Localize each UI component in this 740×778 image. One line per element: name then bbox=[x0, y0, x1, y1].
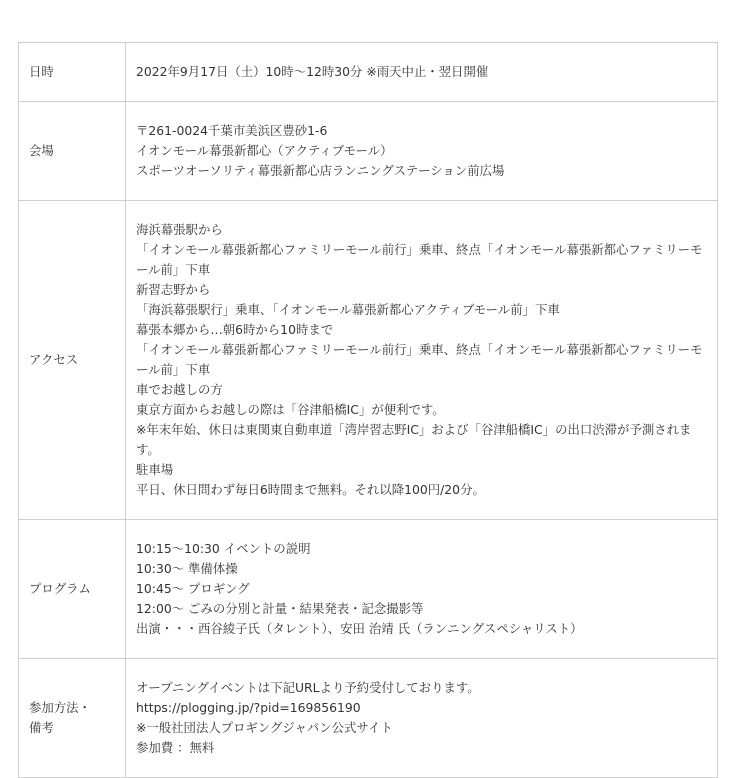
row-value-access bbox=[126, 201, 718, 520]
datetime-text: 2022年9月17日（土）10時～12時30分 ※雨天中止・翌日開催 bbox=[136, 64, 489, 79]
program-line: 12:00～ ごみの分別と計量・結果発表・記念撮影等 bbox=[136, 601, 424, 616]
program-line: 10:30～ 準備体操 bbox=[136, 561, 238, 576]
program-line: 10:15～10:30 イベントの説明 bbox=[136, 541, 311, 556]
venue-address: 〒261-0024千葉市美浜区豊砂1-6 bbox=[136, 123, 328, 138]
table-row bbox=[19, 43, 718, 102]
program-line: 出演・・・西谷綾子氏（タレント）、安田 治靖 氏（ランニングスペシャリスト） bbox=[136, 621, 583, 636]
row-label-datetime: 日時 bbox=[19, 43, 126, 102]
event-info-table bbox=[18, 42, 718, 778]
access-line: 幕張本郷から…朝6時から10時まで bbox=[136, 322, 334, 337]
access-line: ※年末年始、休日は東関東自動車道「湾岸習志野IC」および「谷津船橋IC」の出口渋滞が予測されます。 bbox=[136, 422, 692, 457]
access-line: 「イオンモール幕張新都心ファミリーモール前行」乗車、終点「イオンモール幕張新都心ファミリーモール前」下車 bbox=[136, 342, 703, 377]
row-value-venue bbox=[126, 102, 718, 201]
row-value-program bbox=[126, 520, 718, 659]
table-row bbox=[19, 659, 718, 778]
join-line: オープニングイベントは下記URLより予約受付しております。 bbox=[136, 680, 480, 695]
join-label-line1: 参加方法・ bbox=[29, 700, 91, 715]
table-row bbox=[19, 201, 718, 520]
join-label-line2: 備考 bbox=[29, 720, 54, 735]
row-value-datetime bbox=[126, 43, 718, 102]
program-line: 10:45～ プロギング bbox=[136, 581, 250, 596]
access-line: 平日、休日問わず毎日6時間まで無料。それ以降100円/20分。 bbox=[136, 482, 485, 497]
row-label-program: プログラム bbox=[19, 520, 126, 659]
access-line: 「イオンモール幕張新都心ファミリーモール前行」乗車、終点「イオンモール幕張新都心ファミリーモール前」下車 bbox=[136, 242, 703, 277]
row-label-venue: 会場 bbox=[19, 102, 126, 201]
join-line: ※一般社団法人プロギングジャパン公式サイト bbox=[136, 720, 393, 735]
access-line: 海浜幕張駅から bbox=[136, 222, 223, 237]
table-row bbox=[19, 102, 718, 201]
row-label-access: アクセス bbox=[19, 201, 126, 520]
access-line: 新習志野から bbox=[136, 282, 211, 297]
row-label-join bbox=[19, 659, 126, 778]
join-fee: 参加費 ：無料 bbox=[136, 740, 215, 755]
access-line: 車でお越しの方 bbox=[136, 382, 223, 397]
access-line: 「海浜幕張駅行」乗車、「イオンモール幕張新都心アクティブモール前」下車 bbox=[136, 302, 560, 317]
venue-mall: イオンモール幕張新都心（アクティブモール） bbox=[136, 143, 393, 158]
access-line: 東京方面からお越しの際は「谷津船橋IC」が便利です。 bbox=[136, 402, 445, 417]
plogging-url: https://plogging.jp/?pid=169856190 bbox=[136, 700, 361, 715]
row-value-join bbox=[126, 659, 718, 778]
venue-spot: スポーツオーソリティ幕張新都心店ランニングステーション前広場 bbox=[136, 163, 505, 178]
access-line: 駐車場 bbox=[136, 462, 174, 477]
table-row bbox=[19, 520, 718, 659]
